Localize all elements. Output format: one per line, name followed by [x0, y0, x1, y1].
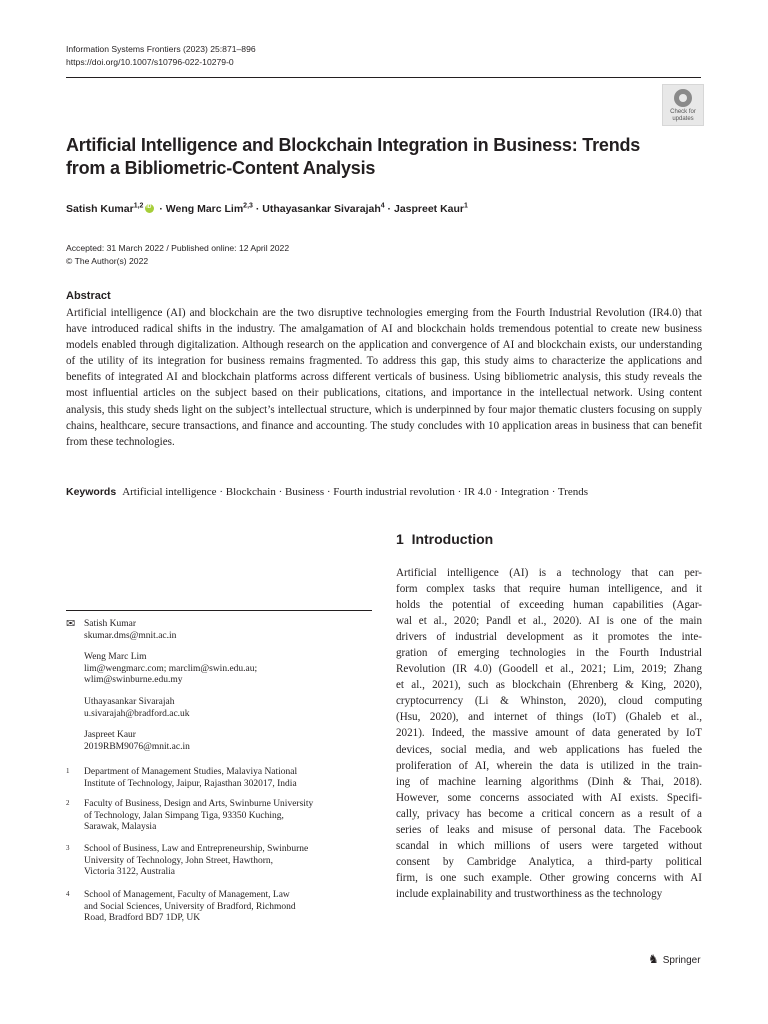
author-affil-sup: 4: [380, 202, 385, 210]
affiliation: [84, 767, 297, 790]
contact-name: Satish Kumar: [84, 619, 136, 629]
affiliation-line: Institute of Technology, Jaipur, Rajasthan 302017, India: [84, 778, 297, 789]
introduction-body: [396, 565, 702, 902]
check-updates-label-1: Check for: [670, 109, 696, 115]
keywords-label: Keywords: [66, 486, 117, 498]
affiliation-line: School of Business, Law and Entrepreneurship, Swinburne: [84, 844, 309, 854]
intro-line: Revolution (IR 4.0) (Goodell et al., 2021; Lim, 2019; Zhang: [396, 663, 702, 676]
header-rule: [66, 77, 701, 78]
intro-line: series of leaks and misuse of personal data. The Facebook: [396, 823, 702, 836]
abstract-heading: Abstract: [66, 290, 111, 302]
affiliation-number: 2: [66, 799, 70, 807]
intro-line: wal et al., 2020; Pandl et al., 2020). AI is one of the main: [396, 615, 702, 628]
intro-line: scandal in which millions of users were targeted without: [396, 839, 702, 852]
contact-block: [84, 619, 176, 642]
affiliation-line: Department of Management Studies, Malaviya National: [84, 767, 298, 777]
affiliation: [84, 799, 313, 834]
intro-line: gration of emerging technologies in the Fourth Industrial: [396, 647, 702, 660]
copyright-line: © The Author(s) 2022: [66, 256, 149, 266]
contact-email[interactable]: 2019RBM9076@mnit.ac.in: [84, 741, 190, 752]
intro-line: Artificial intelligence (AI) is a technology that can per-: [396, 567, 702, 579]
abstract-text: Artificial intelligence (AI) and blockchain are the two disruptive technologies emerging from the Fourth Industrial Revolution (IR4.0) that have introduced radical shifts in the industry. The amalgamation of AI and blockchain holds tremendous potential to create new business models enabled through digitalization. Although research on the application and convergence of AI and blockchain exists, our understanding of the utility of its integration for business remains fragmented. To address this gap, this study aims to characterize the applications and benefits of integrated AI and blockchain platforms across different verticals of business. Using bibliometric analysis, this study reveals the most influential articles on the subject based on their publications, citations, and importance in the intellectual network. Using content analysis, this study sheds light on the subject’s intellectual structure, which is underpinned by four major thematic clusters focusing on supply chains, healthcare, secure transactions, and finance and accounting. The study concludes with 10 application areas in business that can benefit from these technologies.: [66, 307, 702, 448]
journal-citation: Information Systems Frontiers (2023) 25:871–896: [66, 44, 256, 54]
contact-email[interactable]: lim@wengmarc.com; marclim@swin.edu.au;: [84, 663, 258, 674]
intro-line: devices, social media, and web applications has fueled the: [396, 743, 702, 756]
check-updates-icon: [674, 89, 692, 107]
intro-line: 2021). Indeed, the massive amount of data generated by IoT: [396, 727, 702, 740]
publisher-name: Springer: [662, 955, 701, 966]
accepted-date: Accepted: 31 March 2022 / Published online: 12 April 2022: [66, 243, 290, 253]
contact-email[interactable]: wlim@swinburne.edu.my: [84, 675, 183, 686]
orcid-icon[interactable]: [145, 204, 154, 213]
author-name[interactable]: Weng Marc Lim: [165, 203, 244, 215]
affiliation-line: Victoria 3122, Australia: [84, 867, 175, 878]
contact-email[interactable]: u.sivarajah@bradford.ac.uk: [84, 708, 190, 719]
intro-line: include explainability and trustworthiness as the technology: [396, 887, 663, 900]
intro-line: holds the potential of exceeding human capabilities (Agar-: [396, 599, 702, 612]
author-name[interactable]: Uthayasankar Sivarajah: [262, 203, 381, 215]
envelope-icon: ✉: [66, 618, 76, 630]
footnote-rule: [66, 610, 372, 611]
title-line-2: from a Bibliometric-Content Analysis: [66, 158, 376, 178]
publication-dates: [66, 242, 289, 268]
intro-line: ing of machine learning algorithms (Dinh & Thai, 2018).: [396, 775, 702, 788]
check-updates-label-2: updates: [672, 116, 694, 122]
intro-line: et al., 2021), such as blockchain (Ehrenberg & King, 2020),: [396, 679, 702, 692]
check-for-updates-badge[interactable]: [662, 84, 704, 126]
journal-header: [66, 43, 256, 69]
intro-line: cryptocurrency (Li & Whinston, 2020), cloud computing: [396, 695, 702, 708]
author-name[interactable]: Jaspreet Kaur: [393, 203, 465, 215]
author-list: Satish Kumar$^{1,2}$iD · Weng Marc Lim$^{2,3}$ · Uthayasankar Sivarajah$^4$ · Jaspreet Kaur$^1$: [66, 203, 468, 215]
affiliation-line: Road, Bradford BD7 1DP, UK: [84, 913, 201, 924]
author-affil-sup: 1: [464, 202, 468, 210]
intro-line: consent by Cambridge Analytica, a third-party political: [396, 855, 702, 868]
section-number: 1: [396, 531, 404, 547]
intro-line: firm, is one such example. Other growing concerns with AI: [396, 871, 702, 884]
doi-link[interactable]: https://doi.org/10.1007/s10796-022-10279-0: [66, 57, 234, 67]
author-affil-sup: 2,3: [243, 202, 253, 210]
intro-line: However, some concerns associated with AI exists. Specifi-: [396, 791, 702, 804]
affiliation-number: 3: [66, 844, 70, 852]
intro-line: (Hsu, 2020), and internet of things (IoT) (Ghaleb et al.,: [396, 711, 702, 724]
affiliation: [84, 890, 296, 925]
springer-horse-icon: ♞: [648, 952, 659, 966]
affiliation-line: and Social Sciences, University of Bradford, Richmond: [84, 901, 296, 912]
section-heading: [396, 531, 493, 547]
affiliation-number: 1: [66, 767, 70, 775]
publisher-footer: [648, 952, 701, 966]
intro-line: cally, privacy has become a critical concern as a result of a: [396, 807, 702, 820]
author-name[interactable]: Satish Kumar: [66, 203, 134, 215]
affiliation-line: Sarawak, Malaysia: [84, 822, 157, 833]
title-line-1: Artificial Intelligence and Blockchain Integration in Business: Trends: [66, 135, 641, 155]
author-affil-sup: 1,2: [133, 202, 144, 210]
contact-name: Uthayasankar Sivarajah: [84, 697, 175, 707]
intro-line: form complex tasks that require human intelligence, and it: [396, 583, 702, 596]
contact-block: [84, 730, 190, 753]
contact-email[interactable]: skumar.dms@mnit.ac.in: [84, 630, 177, 641]
affiliation-line: School of Management, Faculty of Management, Law: [84, 890, 290, 900]
affiliation-line: Faculty of Business, Design and Arts, Swinburne University: [84, 799, 314, 809]
contact-block: [84, 652, 257, 687]
contact-block: [84, 697, 190, 720]
intro-line: drivers of industrial development as it promotes the inte-: [396, 631, 702, 644]
affiliation-line: of Technology, Jalan Simpang Tiga, 93350 Kuching,: [84, 810, 284, 821]
affiliation-number: 4: [66, 890, 70, 898]
section-title: Introduction: [411, 531, 494, 547]
affiliation: [84, 844, 308, 879]
affiliation-line: University of Technology, John Street, Hawthorn,: [84, 855, 274, 866]
contact-name: Weng Marc Lim: [84, 652, 147, 662]
intro-line: proliferation of AI, wherein the data is utilized in the train-: [396, 759, 702, 772]
keywords: [66, 486, 706, 498]
article-title: [66, 134, 646, 180]
keywords-text: Artificial intelligence · Blockchain · Business · Fourth industrial revolution · IR 4.0 · Integration · Trends: [122, 486, 589, 498]
contact-name: Jaspreet Kaur: [84, 730, 136, 740]
